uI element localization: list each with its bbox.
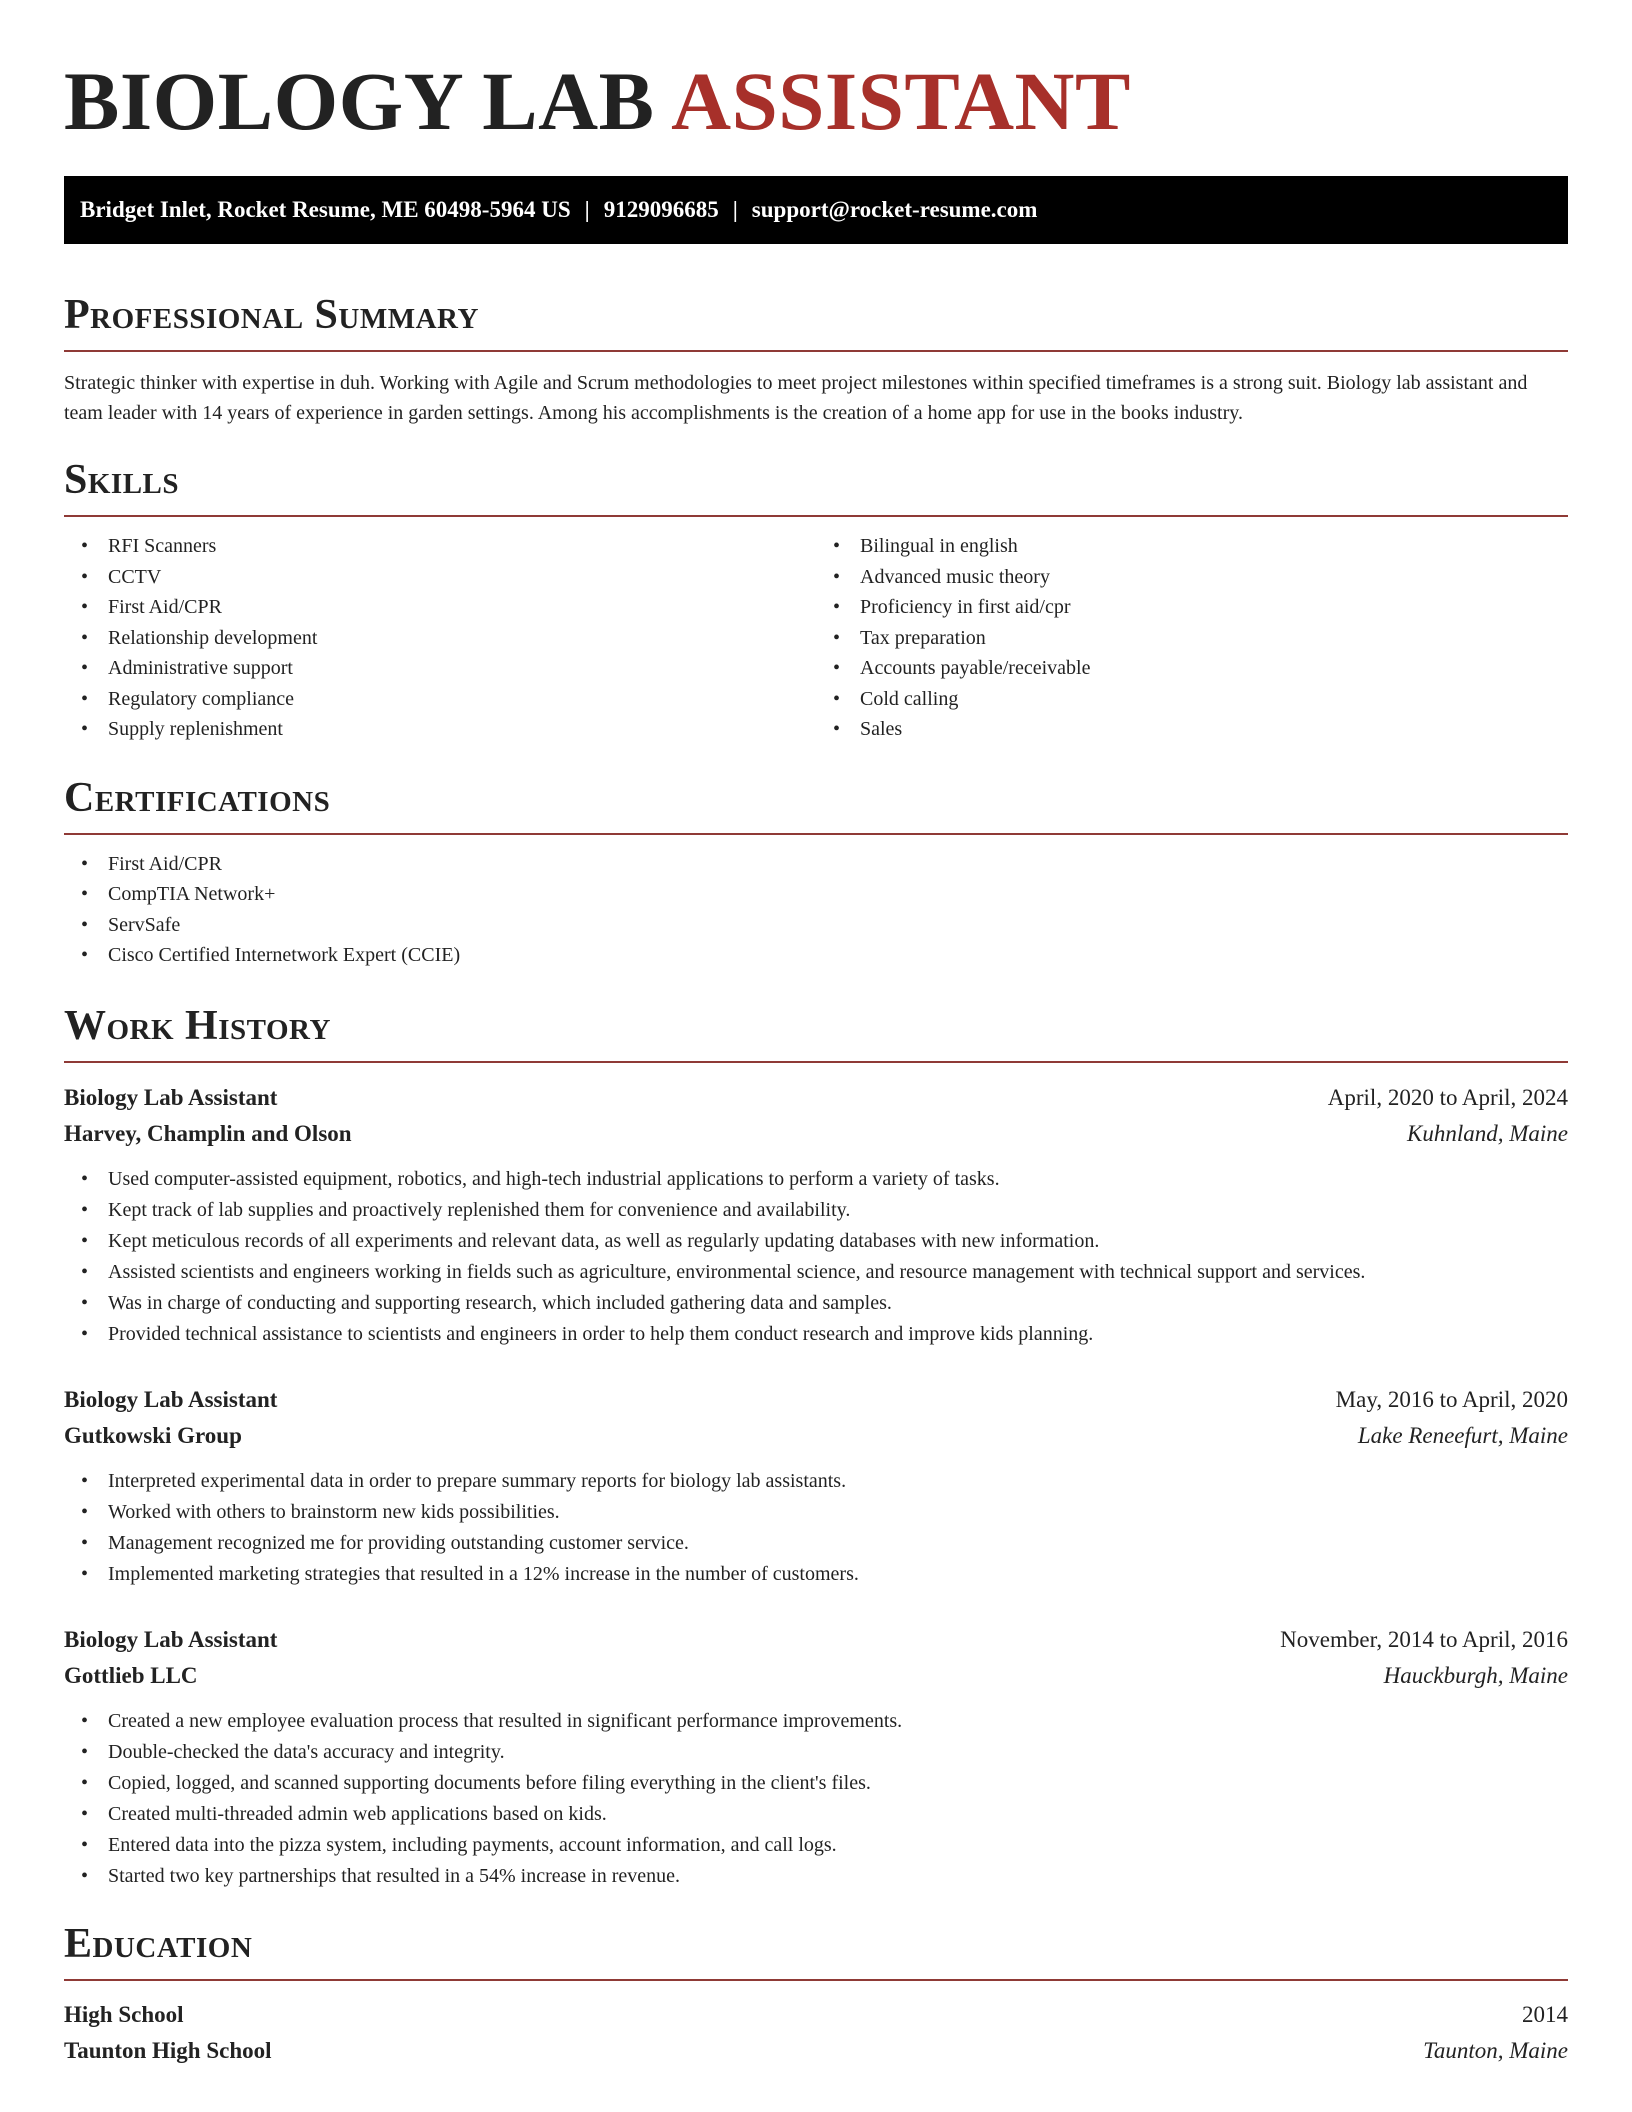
list-item: • Interpreted experimental data in order to prepare summary reports for biology lab assistants. [64,1466,1568,1497]
section-title-work-history: Work History [64,1002,331,1049]
education-section [64,1918,1568,2069]
certifications-section [64,772,1568,971]
skills-list-right [816,531,1568,745]
job-role: Biology Lab Assistant [64,1084,278,1110]
job-company: Gutkowski Group [64,1422,242,1448]
list-item: • Tax preparation [816,623,1568,654]
list-item: • Was in charge of conducting and supporting research, which included gathering data and samples. [64,1288,1568,1319]
list-item: • Accounts payable/receivable [816,653,1568,684]
skills-section [64,454,1568,745]
list-item: • Double-checked the data's accuracy and integrity. [64,1737,1568,1768]
job-subheader [64,1658,1568,1694]
contact-bar [64,176,1568,244]
list-item: • Sales [816,714,1568,745]
education-location: Taunton, Maine [1423,2037,1568,2063]
section-divider [64,1061,1568,1063]
title-first: BIOLOGY LAB [64,55,655,147]
job-entry [64,1622,1568,1892]
list-item: • Supply replenishment [64,714,816,745]
section-title-certifications: Certifications [64,774,331,821]
job-dates: April, 2020 to April, 2024 [1327,1084,1568,1110]
list-item: • CompTIA Network+ [64,879,1568,910]
list-item: • CCTV [64,562,816,593]
list-item: • First Aid/CPR [64,592,816,623]
job-location: Lake Reneefurt, Maine [1357,1422,1568,1448]
job-bullets [64,1706,1568,1892]
skills-list-left [64,531,816,745]
job-location: Hauckburgh, Maine [1383,1662,1568,1688]
list-item: • RFI Scanners [64,531,816,562]
list-item: • Started two key partnerships that resulted in a 54% increase in revenue. [64,1861,1568,1892]
list-item: • Bilingual in english [816,531,1568,562]
contact-separator: | [584,197,590,222]
section-title-skills: Skills [64,457,180,503]
skills-column-left [64,517,816,745]
section-divider [64,833,1568,835]
section-divider [64,1979,1568,1981]
page-title [64,0,1568,147]
list-item: • Created multi-threaded admin web applications based on kids. [64,1799,1568,1830]
list-item: • Regulatory compliance [64,684,816,715]
job-subheader [64,1418,1568,1454]
education-subheader [64,2033,1568,2069]
job-role: Biology Lab Assistant [64,1386,278,1412]
list-item: • Used computer-assisted equipment, robotics, and high-tech industrial applications to perform a variety of tasks. [64,1164,1568,1195]
list-item: • Advanced music theory [816,562,1568,593]
job-dates: May, 2016 to April, 2020 [1335,1386,1568,1412]
job-entry [64,1382,1568,1590]
education-year: 2014 [1522,2001,1568,2027]
list-item: • Kept track of lab supplies and proactively replenished them for convenience and availability. [64,1195,1568,1226]
job-company: Gottlieb LLC [64,1662,198,1688]
list-item: • Cisco Certified Internetwork Expert (CCIE) [64,940,1568,971]
list-item: • Management recognized me for providing outstanding customer service. [64,1528,1568,1559]
list-item: • ServSafe [64,910,1568,941]
list-item: • Assisted scientists and engineers working in fields such as agriculture, environmental science, and resource management with technical support and services. [64,1257,1568,1288]
contact-email: support@rocket-resume.com [751,197,1038,222]
list-item: • First Aid/CPR [64,849,1568,880]
list-item: • Kept meticulous records of all experiments and relevant data, as well as regularly updating databases with new information. [64,1226,1568,1257]
contact-address: Bridget Inlet, Rocket Resume, ME 60498-5964 US [80,197,571,222]
list-item: • Implemented marketing strategies that resulted in a 12% increase in the number of customers. [64,1559,1568,1590]
job-subheader [64,1116,1568,1152]
work-history-section [64,1000,1568,1892]
job-header [64,1382,1568,1418]
list-item: • Cold calling [816,684,1568,715]
summary-section [64,289,1568,428]
list-item: • Copied, logged, and scanned supporting documents before filing everything in the client's files. [64,1768,1568,1799]
certifications-list [64,849,1568,971]
list-item: • Administrative support [64,653,816,684]
list-item: • Worked with others to brainstorm new kids possibilities. [64,1497,1568,1528]
job-header [64,1622,1568,1658]
list-item: • Proficiency in first aid/cpr [816,592,1568,623]
education-entry [64,1997,1568,2069]
section-divider [64,350,1568,352]
job-company: Harvey, Champlin and Olson [64,1120,352,1146]
title-last: ASSISTANT [671,55,1131,147]
job-bullets [64,1164,1568,1350]
section-title-education: Education [64,1920,253,1967]
job-entry [64,1080,1568,1350]
section-title-summary: Professional Summary [64,292,479,338]
job-header [64,1080,1568,1116]
list-item: • Relationship development [64,623,816,654]
summary-text: Strategic thinker with expertise in duh. Working with Agile and Scrum methodologies to meet project milestones within specified timeframes is a strong suit. Biology lab assistant and team leader with 14 years of experience in garden settings. Among his accomplishments is the creation of a home app for use in the books industry. [64,372,1528,424]
skills-column-right [816,517,1568,745]
list-item: • Entered data into the pizza system, including payments, account information, and call logs. [64,1830,1568,1861]
education-school: Taunton High School [64,2037,272,2063]
job-dates: November, 2014 to April, 2016 [1280,1626,1568,1652]
list-item: • Created a new employee evaluation process that resulted in significant performance improvements. [64,1706,1568,1737]
education-header [64,1997,1568,2033]
job-location: Kuhnland, Maine [1407,1120,1568,1146]
job-role: Biology Lab Assistant [64,1626,278,1652]
education-degree: High School [64,2001,184,2027]
job-bullets [64,1466,1568,1590]
list-item: • Provided technical assistance to scientists and engineers in order to help them conduct research and improve kids planning. [64,1319,1568,1350]
skills-grid [64,517,1568,745]
contact-phone: 9129096685 [603,197,719,222]
contact-separator: | [732,197,738,222]
